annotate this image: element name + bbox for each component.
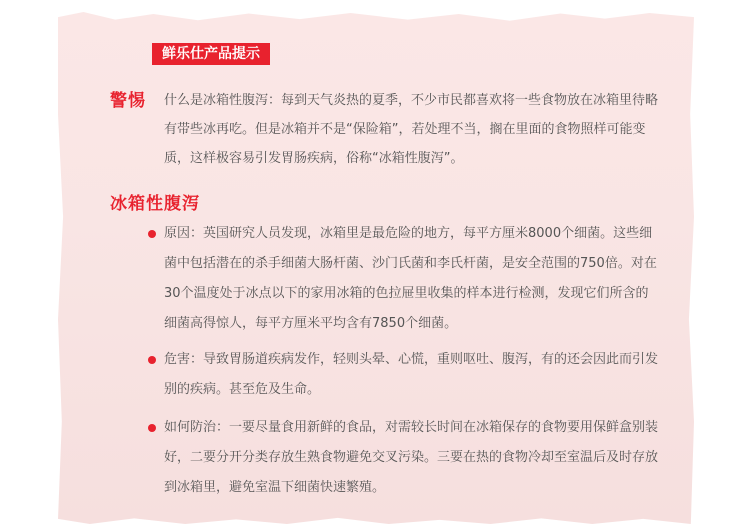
warning-label: 警惕 bbox=[110, 91, 146, 111]
bullet-text-prevention: 如何防治：一要尽量食用新鲜的食品，对需较长时间在冰箱保存的食物要用保鲜盒别装好，二要分开分类存放生熟食物避免交叉污染。三要在热的食物冷却至室温后及时存放到冰箱里，避免室温下细菌快速繁殖。 bbox=[164, 420, 659, 495]
bullet-dot-icon bbox=[148, 356, 156, 364]
bullet-dot-icon bbox=[148, 230, 156, 238]
bullet-text-harm: 危害：导致胃肠道疾病发作，轻则头晕、心慌，重则呕吐、腹泻，有的还会因此而引发别的疾病。甚至危及生命。 bbox=[164, 352, 659, 397]
section-title: 冰箱性腹泻 bbox=[110, 194, 200, 214]
bullet-dot-icon bbox=[148, 424, 156, 432]
warning-paragraph: 什么是冰箱性腹泻：每到天气炎热的夏季，不少市民都喜欢将一些食物放在冰箱里待略有带些冰再吃。但是冰箱并不是“保险箱”，若处理不当，搁在里面的食物照样可能变质，这样极容易引发胃肠疾病，俗称“冰箱性腹泻”。 bbox=[164, 93, 659, 166]
product-tip-tag: 鲜乐仕产品提示 bbox=[152, 43, 270, 65]
bullet-text-cause: 原因：英国研究人员发现，冰箱里是最危险的地方，每平方厘米8000个细菌。这些细菌中包括潜在的杀手细菌大肠杆菌、沙门氏菌和李氏杆菌，是安全范围的750倍。对在30个温度处于冰点以下的家用冰箱的色拉屉里收集的样本进行检测，发现它们所含的细菌高得惊人，每平方厘米平均含有7850个细菌。 bbox=[164, 226, 657, 331]
